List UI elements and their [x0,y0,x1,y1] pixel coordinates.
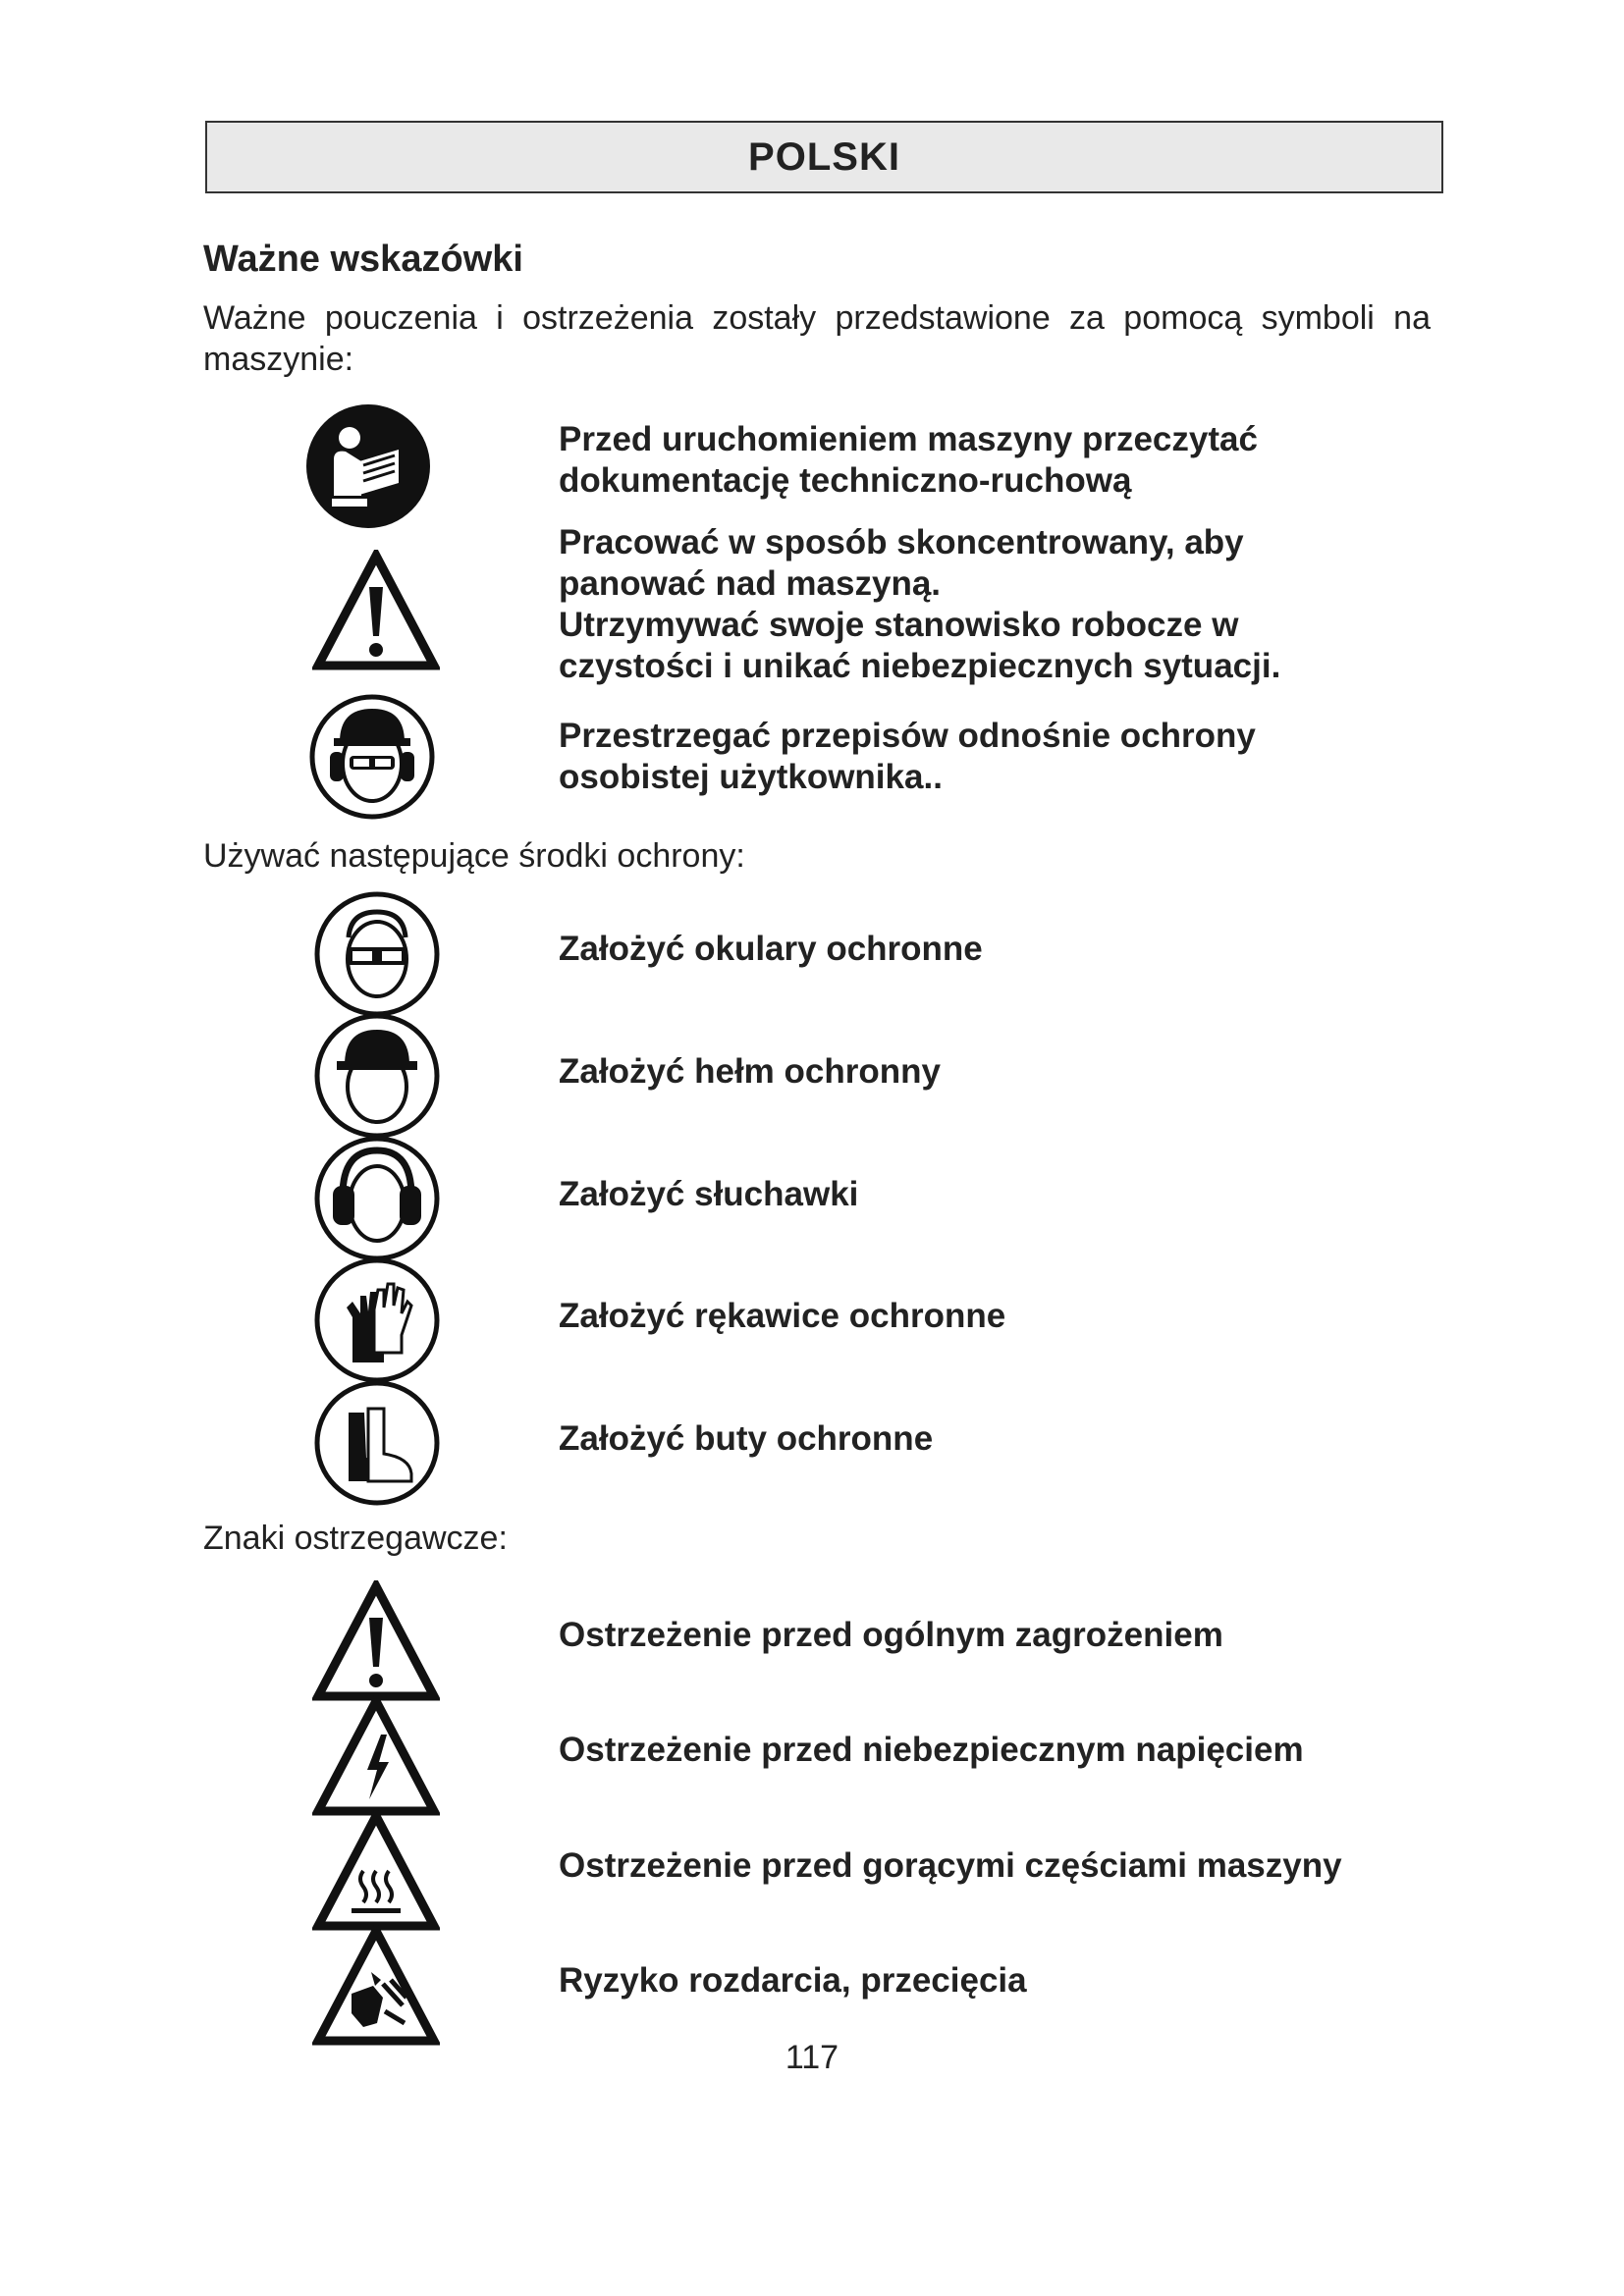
safety-glasses-icon [313,890,441,1018]
page-number: 117 [785,2039,839,2076]
language-title: POLSKI [748,134,900,179]
ear-protection-icon [313,1135,441,1262]
warning-hot-parts: Ostrzeżenie przed gorącymi częściami maszyny [559,1846,1342,1885]
instruction-personal-protection: Przestrzegać przepisów odnośnie ochrony osobistej użytkownika.. [559,717,1256,796]
personal-protection-icon [308,693,436,821]
hot-surface-icon [312,1810,440,1938]
instruction-concentration: Pracować w sposób skoncentrowany, aby panować nad maszyną. Utrzymywać swoje stanowisko robocze w czystości i unikać niebezpiecznych sytuacji. [559,523,1281,685]
warning-general: Ostrzeżenie przed ogólnym zagrożeniem [559,1616,1223,1654]
protection-item-boots: Założyć buty ochronne [559,1419,934,1458]
read-manual-icon [304,402,432,530]
warning-cut-risk: Ryzyko rozdarcia, przecięcia [559,1961,1027,2000]
warnings-heading: Znaki ostrzegawcze: [203,1520,508,1557]
instruction-read-manual: Przed uruchomieniem maszyny przeczytać dokumentację techniczno-ruchową [559,420,1258,500]
intro-paragraph: Ważne pouczenia i ostrzeżenia zostały przedstawione za pomocą symboli na maszynie: [203,299,1431,378]
high-voltage-icon [312,1695,440,1823]
protection-item-glasses: Założyć okulary ochronne [559,930,983,968]
protective-gloves-icon [313,1256,441,1384]
language-header [205,121,1443,193]
section-title: Ważne wskazówki [203,239,523,280]
protection-heading: Używać następujące środki ochrony: [203,837,745,875]
general-warning-icon [312,550,440,677]
cut-hazard-icon [312,1925,440,2053]
safety-helmet-icon [313,1012,441,1140]
protection-item-gloves: Założyć rękawice ochronne [559,1297,1006,1335]
general-danger-icon [312,1580,440,1708]
safety-boots-icon [313,1379,441,1507]
protection-item-helmet: Założyć hełm ochronny [559,1052,941,1091]
protection-item-ear: Założyć słuchawki [559,1175,859,1213]
warning-voltage: Ostrzeżenie przed niebezpiecznym napięciem [559,1731,1304,1769]
